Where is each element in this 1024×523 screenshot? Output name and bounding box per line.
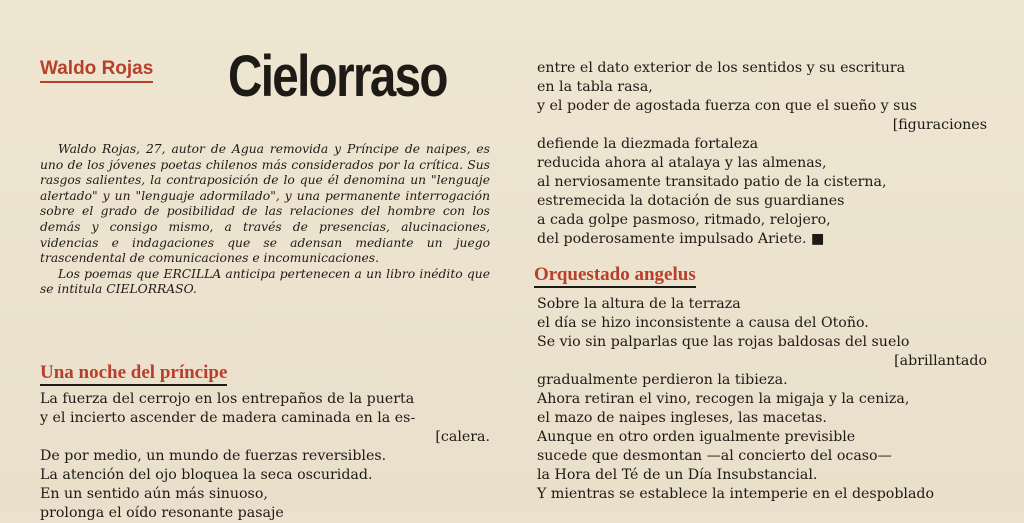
poem-line: y el poder de agostada fuerza con que el sueño y sus [537, 98, 917, 114]
poem-line: al nerviosamente transitado patio de la cisterna, [537, 174, 887, 190]
poem-line: reducida ahora al atalaya y las almenas, [537, 155, 827, 171]
poem-line: [figuraciones [892, 117, 987, 133]
poem-line: entre el dato exterior de los sentidos y su escritura [537, 60, 906, 76]
poem-line: La fuerza del cerrojo en los entrepaños de la puerta [40, 391, 415, 407]
poem-line: la Hora del Té de un Día Insubstancial. [537, 467, 818, 483]
article-intro [40, 142, 490, 298]
poem-line: y el incierto ascender de madera caminada en la es- [40, 410, 416, 426]
poem-line: Se vio sin palparlas que las rojas baldosas del suelo [537, 334, 910, 350]
poem-line: Y mientras se establece la intemperie en el despoblado [537, 486, 935, 502]
poem-orquestado-lines [537, 295, 987, 504]
poem-line: En un sentido aún más sinuoso, [40, 486, 268, 502]
article-title: Cielorraso [228, 44, 447, 109]
poem-line: sucede que desmontan —al concierto del ocaso— [537, 448, 892, 464]
author-name: Waldo Rojas [40, 58, 153, 83]
poem-line: estremecida la dotación de sus guardianes [537, 193, 845, 209]
poem-line: prolonga el oído resonante pasaje [40, 505, 284, 521]
poem-line: Ahora retiran el vino, recogen la migaja y la ceniza, [537, 391, 910, 407]
poem-una-noche-lines [40, 390, 490, 523]
poem-line: gradualmente perdieron la tibieza. [537, 372, 788, 388]
poem-line: Aunque en otro orden igualmente previsible [537, 429, 856, 445]
poem-line: del poderosamente impulsado Ariete. ■ [537, 231, 825, 247]
poem-una-noche-continued [537, 59, 987, 249]
poem-line: en la tabla rasa, [537, 79, 653, 95]
poem-line: a cada golpe pasmoso, ritmado, relojero, [537, 212, 831, 228]
intro-paragraph: Los poemas que ERCILLA anticipa pertenecen a un libro inédito que se intitula CIELORRASO. [40, 266, 490, 297]
poem-line: el día se hizo inconsistente a causa del Otoño. [537, 315, 869, 331]
poem-line: defiende la diezmada fortaleza [537, 136, 759, 152]
poem-line: La atención del ojo bloquea la seca oscuridad. [40, 467, 373, 483]
poem-title-una-noche: Una noche del príncipe [40, 362, 227, 386]
poem-line: el mazo de naipes ingleses, las macetas. [537, 410, 827, 426]
poem-line: Sobre la altura de la terraza [537, 296, 741, 312]
poem-line: De por medio, un mundo de fuerzas reversibles. [40, 448, 387, 464]
intro-paragraph: Waldo Rojas, 27, autor de Agua removida y Príncipe de naipes, es uno de los jóvenes poetas chilenos más considerados por la crítica. Sus rasgos salientes, la contraposición de lo que él denomina un "lenguaje alertado" y un "lenguaje adormilado", y una permanente interrogación sobre el grado de posibilidad de las relaciones del hombre con los demás y consigo mismo, a través de presencias, alucinaciones, videncias e indagaciones que se adensan mediante un juego trascendental de comunicaciones e incomunicaciones. [40, 142, 490, 266]
poem-line: [abrillantado [894, 353, 987, 369]
poem-title-orquestado: Orquestado angelus [534, 264, 696, 288]
poem-line: [calera. [435, 429, 490, 445]
